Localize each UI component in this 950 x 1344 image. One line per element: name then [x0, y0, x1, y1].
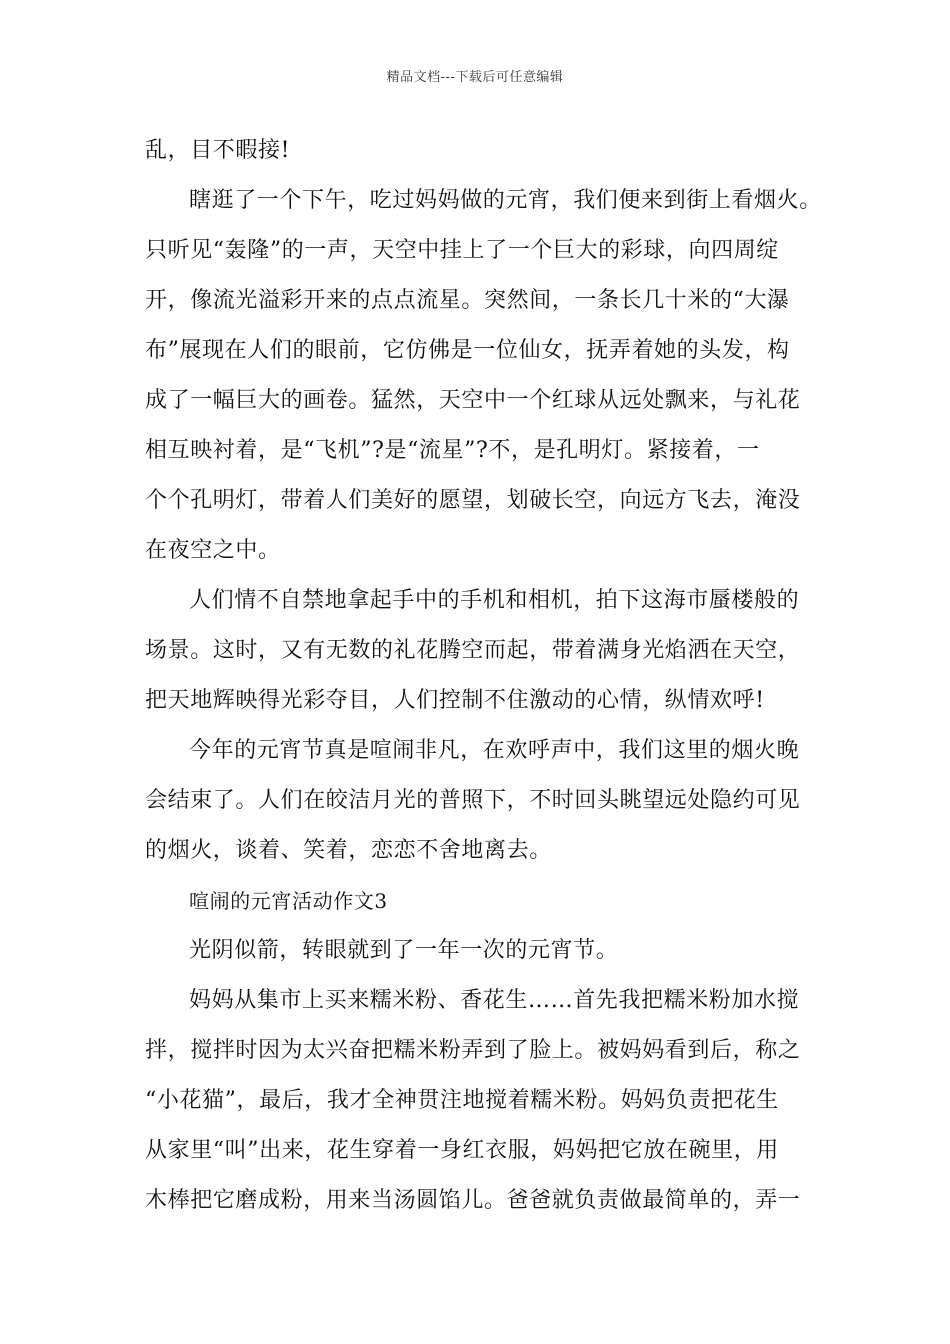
text-line: 在夜空之中。	[145, 538, 281, 563]
text-line: 的烟火，谈着、笑着，恋恋不舍地离去。	[145, 838, 552, 863]
text-line: 成了一幅巨大的画卷。猛然，天空中一个红球从远处飘来，与礼花	[145, 388, 801, 413]
text-line: 相互映衬着，是“飞机”?是“流星”?不，是孔明灯。紧接着，一	[145, 438, 760, 463]
text-line: 木棒把它磨成粉，用来当汤圆馅儿。爸爸就负责做最简单的，弄一	[145, 1188, 801, 1213]
text-line: 拌，搅拌时因为太兴奋把糯米粉弄到了脸上。被妈妈看到后，称之	[145, 1038, 801, 1063]
section-heading: 喧闹的元宵活动作文3	[189, 889, 388, 913]
text-line: 今年的元宵节真是喧闹非凡，在欢呼声中，我们这里的烟火晚	[189, 738, 800, 763]
document-body	[145, 126, 822, 1226]
text-line: 会结束了。人们在皎洁月光的普照下，不时回头眺望远处隐约可见	[145, 788, 801, 813]
text-line: 个个孔明灯，带着人们美好的愿望，划破长空，向远方飞去，淹没	[145, 488, 801, 513]
text-line: 乱，目不暇接!	[145, 138, 291, 163]
text-line: 人们情不自禁地拿起手中的手机和相机，拍下这海市蜃楼般的	[189, 588, 800, 613]
text-line: 布”展现在人们的眼前，它仿佛是一位仙女，抚弄着她的头发，构	[145, 338, 790, 363]
text-line: 瞎逛了一个下午，吃过妈妈做的元宵，我们便来到街上看烟火。	[189, 188, 822, 213]
page-header: 精品文档---下载后可任意编辑	[386, 70, 564, 85]
text-line: 把天地辉映得光彩夺目，人们控制不住激动的心情，纵情欢呼!	[145, 688, 765, 713]
text-line: “小花猫”，最后，我才全神贯注地搅着糯米粉。妈妈负责把花生	[145, 1088, 779, 1113]
text-line: 从家里“叫”出来，花生穿着一身红衣服，妈妈把它放在碗里，用	[145, 1138, 779, 1163]
text-line: 只听见“轰隆”的一声，天空中挂上了一个巨大的彩球，向四周绽	[145, 238, 779, 263]
text-line: 场景。这时，又有无数的礼花腾空而起，带着满身光焰洒在天空，	[145, 638, 801, 663]
text-line: 开，像流光溢彩开来的点点流星。突然间，一条长几十米的“大瀑	[145, 288, 790, 313]
text-line: 光阴似箭，转眼就到了一年一次的元宵节。	[189, 938, 619, 963]
text-line: 妈妈从集市上买来糯米粉、香花生……首先我把糯米粉加水搅	[189, 988, 800, 1013]
